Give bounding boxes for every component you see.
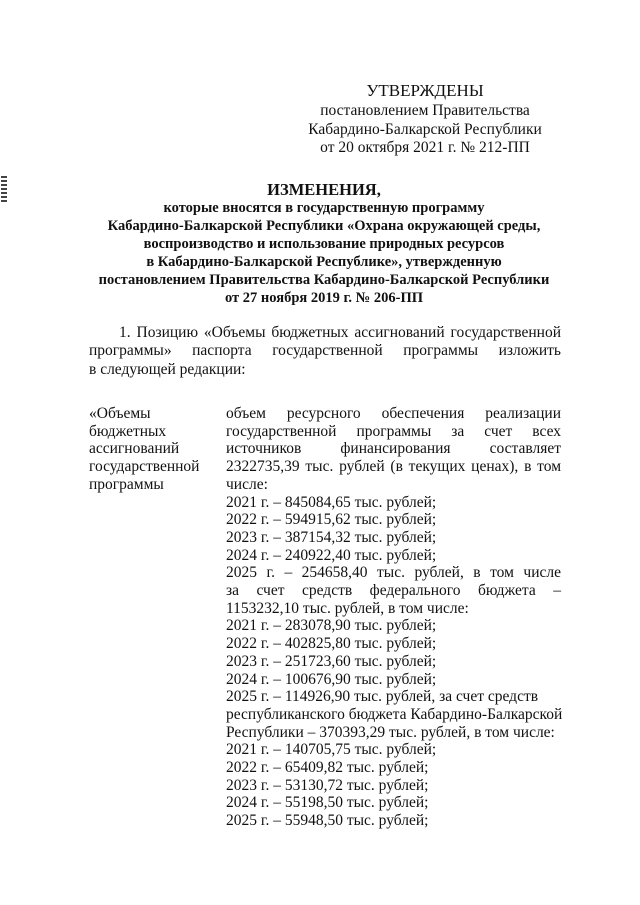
left-cell-line: ассигнований bbox=[89, 440, 180, 458]
heading-line: которые вносятся в государственную программу bbox=[163, 200, 485, 216]
margin-scan-mark bbox=[1, 176, 7, 204]
right-cell-line: республиканского бюджета Кабардино-Балкарской bbox=[226, 705, 563, 723]
right-cell-line: Республики – 370393,29 тыс. рублей, в том числе: bbox=[226, 723, 555, 741]
right-cell-line: 2021 г. – 283078,90 тыс. рублей; bbox=[226, 617, 437, 635]
document-heading bbox=[70, 180, 578, 307]
right-cell-line: 2022 г. – 594915,62 тыс. рублей; bbox=[226, 511, 437, 529]
right-cell-line: 2022 г. – 402825,80 тыс. рублей; bbox=[226, 635, 437, 653]
right-cell-line: 2021 г. – 845084,65 тыс. рублей; bbox=[226, 493, 437, 511]
heading-line: от 27 ноября 2019 г. № 206-ПП bbox=[224, 290, 424, 306]
right-cell-line: числе: bbox=[226, 475, 268, 493]
right-cell-line: источников финансирования составляет bbox=[226, 440, 561, 458]
right-cell-line: 2024 г. – 100676,90 тыс. рублей; bbox=[226, 670, 437, 688]
right-cell-line: 1153232,10 тыс. рублей, в том числе: bbox=[226, 599, 469, 617]
right-cell-line: 2025 г. – 55948,50 тыс. рублей; bbox=[226, 812, 429, 830]
right-cell-line: 2024 г. – 55198,50 тыс. рублей; bbox=[226, 794, 429, 812]
heading-title: ИЗМЕНЕНИЯ, bbox=[267, 180, 381, 199]
right-cell-line: 2322735,39 тыс. рублей (в текущих ценах), в том bbox=[226, 458, 561, 476]
paragraph-line: 1. Позицию «Объемы бюджетных ассигнований государственной bbox=[119, 324, 561, 341]
right-cell-line: 2023 г. – 53130,72 тыс. рублей; bbox=[226, 776, 429, 794]
left-cell-line: программы bbox=[89, 475, 164, 493]
right-cell-line: 2023 г. – 387154,32 тыс. рублей; bbox=[226, 528, 437, 546]
right-cell-line: объем ресурсного обеспечения реализации bbox=[226, 405, 561, 422]
left-cell-line: государственной bbox=[89, 458, 200, 476]
right-cell-line: 2025 г. – 114926,90 тыс. рублей, за счет средств bbox=[226, 688, 539, 706]
left-cell-line: бюджетных bbox=[89, 422, 167, 440]
item-1-paragraph bbox=[89, 324, 561, 379]
right-cell-line: 2024 г. – 240922,40 тыс. рублей; bbox=[226, 546, 437, 564]
right-cell-line: за счет средств федерального бюджета – bbox=[226, 582, 561, 600]
approval-line: постановлением Правительства bbox=[320, 102, 530, 119]
heading-line: в Кабардино-Балкарской Республике», утвержденную bbox=[146, 254, 502, 270]
right-cell-line: 2025 г. – 254658,40 тыс. рублей, в том числе bbox=[226, 564, 561, 582]
approval-title: УТВЕРЖДЕНЫ bbox=[366, 81, 484, 100]
heading-line: воспроизводство и использование природных ресурсов bbox=[143, 236, 505, 252]
right-cell-line: 2021 г. – 140705,75 тыс. рублей; bbox=[226, 741, 437, 759]
left-cell-line: «Объемы bbox=[89, 405, 151, 422]
right-cell-line: 2022 г. – 65409,82 тыс. рублей; bbox=[226, 759, 429, 777]
right-cell-line: государственной программы за счет всех bbox=[226, 422, 561, 440]
paragraph-line: в следующей редакции: bbox=[89, 360, 246, 378]
approval-stamp bbox=[300, 80, 550, 158]
paragraph-line: программы» паспорта государственной программы изложить bbox=[89, 342, 561, 360]
heading-line: постановлением Правительства Кабардино-Балкарской Республики bbox=[98, 272, 550, 288]
heading-line: Кабардино-Балкарской Республики «Охрана окружающей среды, bbox=[107, 218, 541, 234]
table-left-column bbox=[89, 405, 211, 494]
approval-line: от 20 октября 2021 г. № 212-ПП bbox=[320, 139, 530, 156]
approval-line: Кабардино-Балкарской Республики bbox=[308, 120, 542, 138]
right-cell-line: 2023 г. – 251723,60 тыс. рублей; bbox=[226, 652, 437, 670]
table-right-column bbox=[226, 405, 561, 830]
